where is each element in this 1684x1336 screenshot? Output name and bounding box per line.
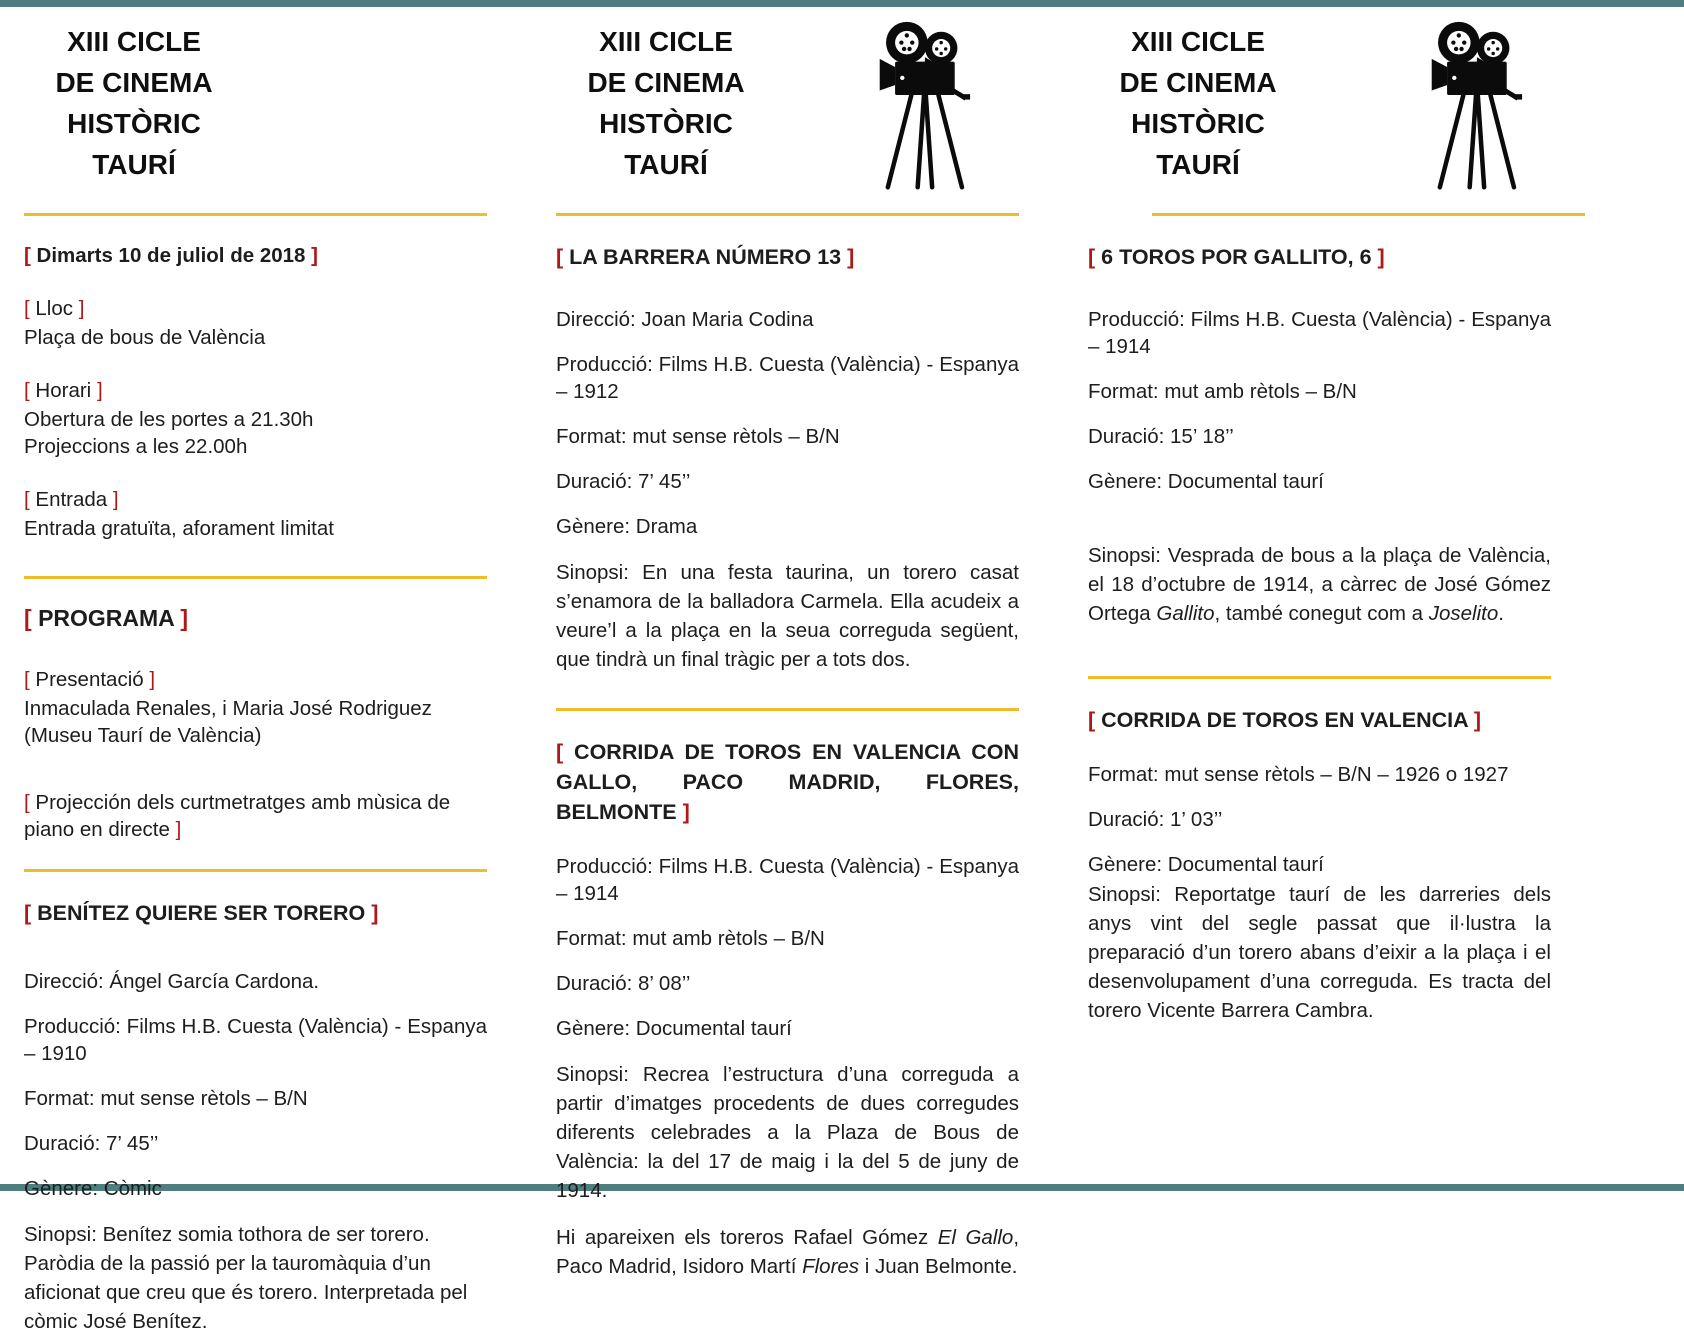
panel-right-header (1088, 7, 1551, 205)
close-bracket: ] (112, 488, 119, 511)
film-format: Format: mut sense rètols – B/N – 1926 o 1927 (1088, 763, 1509, 786)
section-rule (24, 576, 487, 579)
film-format: Format: mut amb rètols – B/N (1088, 380, 1357, 403)
sinopsi-segment-italic: Joselito (1428, 602, 1499, 625)
film-title-corrida (1088, 705, 1551, 735)
open-bracket: [ (1088, 708, 1096, 732)
panel-right (1088, 7, 1551, 1184)
close-bracket: ] (78, 297, 85, 320)
open-bracket: [ (24, 244, 31, 267)
film-title-text: CORRIDA DE TOROS EN VALENCIA CON GALLO, PACO MADRID, FLORES, BELMONTE (556, 740, 1019, 824)
cast-segment-italic: Flores (802, 1255, 860, 1278)
programa-text: PROGRAMA (38, 605, 174, 631)
film-duracio: Duració: 1’ 03’’ (1088, 808, 1223, 831)
open-bracket: [ (24, 901, 32, 925)
close-bracket: ] (847, 245, 855, 269)
projeccio-note (24, 789, 487, 843)
film-duracio: Duració: 8’ 08’’ (556, 972, 691, 995)
open-bracket: [ (24, 297, 30, 320)
top-border (0, 0, 1684, 7)
film-title-text: LA BARRERA NÚMERO 13 (569, 245, 842, 269)
film-genere: Gènere: Documental taurí (1088, 853, 1324, 876)
title-line-4: TAURÍ (92, 149, 176, 180)
film-duracio: Duració: 7’ 45’’ (24, 1132, 159, 1155)
film-format: Format: mut amb rètols – B/N (556, 927, 825, 950)
cast-segment-italic: El Gallo (937, 1226, 1014, 1249)
film-title-text: BENÍTEZ QUIERE SER TORERO (37, 901, 366, 925)
film-genere: Gènere: Documental taurí (1088, 470, 1324, 493)
title-line-3: HISTÒRIC (67, 108, 201, 139)
close-bracket: ] (371, 901, 379, 925)
cast-segment: , Paco Madrid, Isidoro Martí (556, 1226, 1020, 1278)
brochure-title (556, 7, 776, 185)
cast-segment: i Juan Belmonte. (859, 1255, 1018, 1278)
title-line-3: HISTÒRIC (1131, 108, 1265, 139)
section-rule (24, 869, 487, 872)
film-sinopsi (1088, 541, 1551, 628)
close-bracket: ] (149, 668, 156, 691)
section-rule (556, 708, 1019, 711)
programa-heading (24, 605, 487, 632)
section-rule (24, 213, 487, 216)
panel-center-header (556, 7, 1019, 205)
film-title-corrida-gallo (556, 737, 1019, 827)
sinopsi-segment: Sinopsi: Vesprada de bous a la plaça de València, el 18 d’octubre de 1914, a càrrec de José Gómez Ortega (1088, 544, 1551, 625)
open-bracket: [ (556, 245, 564, 269)
panel-left-header (24, 7, 487, 205)
brochure-panels (0, 7, 1684, 1333)
horari-label (24, 377, 487, 404)
horari-line-2: Projeccions a les 22.00h (24, 435, 248, 458)
open-bracket: [ (24, 791, 30, 814)
open-bracket: [ (24, 668, 30, 691)
section-rule (1088, 676, 1551, 679)
close-bracket: ] (682, 800, 690, 824)
film-camera-icon (1429, 7, 1523, 196)
title-line-2: DE CINEMA (1119, 67, 1277, 98)
sinopsi-segment: , també conegut com a (1214, 602, 1429, 625)
section-rule (556, 213, 1019, 216)
date-heading (24, 242, 487, 269)
film-format: Format: mut sense rètols – B/N (24, 1087, 308, 1110)
film-genere: Gènere: Drama (556, 515, 698, 538)
film-produccio: Producció: Films H.B. Cuesta (València) - Espanya – 1914 (1088, 308, 1551, 358)
film-sinopsi: Sinopsi: Recrea l’estructura d’una correguda a partir d’imatges procedents de dues corregudes diferents celebrades a la Plaza de Bous de València: la del 17 de maig i la del 5 de juny de 1914. (556, 1063, 1019, 1202)
entrada-label (24, 486, 487, 513)
film-direccio: Direcció: Joan Maria Codina (556, 308, 814, 331)
open-bracket: [ (24, 379, 30, 402)
close-bracket: ] (311, 244, 318, 267)
film-produccio: Producció: Films H.B. Cuesta (València) - Espanya – 1910 (24, 1015, 487, 1065)
open-bracket: [ (1088, 245, 1096, 269)
title-line-4: TAURÍ (624, 149, 708, 180)
panel-left (24, 7, 487, 1333)
close-bracket: ] (1473, 708, 1482, 732)
presentacio-label-text: Presentació (35, 668, 144, 691)
horari-label-text: Horari (35, 379, 92, 402)
date-text: Dimarts 10 de juliol de 2018 (36, 244, 306, 267)
film-cast (556, 1223, 1019, 1281)
presentacio-value: Inmaculada Renales, i Maria José Rodriguez (Museu Taurí de València) (24, 697, 432, 747)
title-line-1: XIII CICLE (599, 26, 733, 57)
film-duracio: Duració: 15’ 18’’ (1088, 425, 1234, 448)
film-produccio: Producció: Films H.B. Cuesta (València) - Espanya – 1912 (556, 353, 1019, 403)
title-line-1: XIII CICLE (67, 26, 201, 57)
close-bracket: ] (1377, 245, 1385, 269)
title-line-4: TAURÍ (1156, 149, 1240, 180)
projeccio-note-text: Projección dels curtmetratges amb mùsica de piano en directe (24, 791, 451, 841)
film-sinopsi: Sinopsi: En una festa taurina, un torero casat s’enamora de la balladora Carmela. Ella acudeix a veure’l a la plaça en la seua correguda següent, que tindrà un final tràgic per a tots dos. (556, 561, 1019, 671)
film-sinopsi: Sinopsi: Benítez somia tothora de ser torero. Paròdia de la passió per la tauromàquia d’un aficionat que creu que és torero. Interpretada pel còmic José Benítez. (24, 1223, 468, 1333)
title-line-2: DE CINEMA (55, 67, 213, 98)
film-title-benitez (24, 898, 487, 928)
close-bracket: ] (96, 379, 103, 402)
film-produccio: Producció: Films H.B. Cuesta (València) - Espanya – 1914 (556, 855, 1019, 905)
close-bracket: ] (180, 605, 188, 631)
brochure-title (24, 7, 244, 185)
film-format: Format: mut sense rètols – B/N (556, 425, 840, 448)
film-title-6toros (1088, 242, 1551, 272)
film-direccio: Direcció: Ángel García Cardona. (24, 970, 320, 993)
film-title-barrera (556, 242, 1019, 272)
film-title-text: 6 TOROS POR GALLITO, 6 (1101, 245, 1372, 269)
film-duracio: Duració: 7’ 45’’ (556, 470, 691, 493)
sinopsi-segment-italic: Gallito (1156, 602, 1215, 625)
close-bracket: ] (175, 818, 182, 841)
film-genere: Gènere: Documental taurí (556, 1017, 792, 1040)
lloc-label-text: Lloc (35, 297, 74, 320)
open-bracket: [ (556, 740, 564, 764)
title-line-3: HISTÒRIC (599, 108, 733, 139)
cast-segment: Hi apareixen els toreros Rafael Gómez (556, 1226, 938, 1249)
open-bracket: [ (24, 605, 32, 631)
open-bracket: [ (24, 488, 30, 511)
lloc-value: Plaça de bous de València (24, 326, 266, 349)
film-camera-icon (877, 7, 971, 196)
entrada-value: Entrada gratuïta, aforament limitat (24, 517, 334, 540)
lloc-label (24, 295, 487, 322)
title-line-1: XIII CICLE (1131, 26, 1265, 57)
panel-center (556, 7, 1020, 1278)
section-rule (1152, 213, 1585, 216)
entrada-label-text: Entrada (35, 488, 108, 511)
brochure-title (1088, 7, 1308, 185)
film-sinopsi: Sinopsi: Reportatge taurí de les darreries dels anys vint del segle passat que il·lustra la preparació d’un torero abans d’eixir a la plaça i el desenvolupament d’una correguda. Es tracta del torero Vicente Barrera Cambra. (1088, 883, 1551, 1022)
film-genere: Gènere: Còmic (24, 1177, 162, 1200)
sinopsi-segment: . (1498, 602, 1504, 625)
film-title-text: CORRIDA DE TOROS EN VALENCIA (1101, 708, 1468, 732)
title-line-2: DE CINEMA (587, 67, 745, 98)
horari-line-1: Obertura de les portes a 21.30h (24, 408, 314, 431)
presentacio-label (24, 666, 487, 693)
